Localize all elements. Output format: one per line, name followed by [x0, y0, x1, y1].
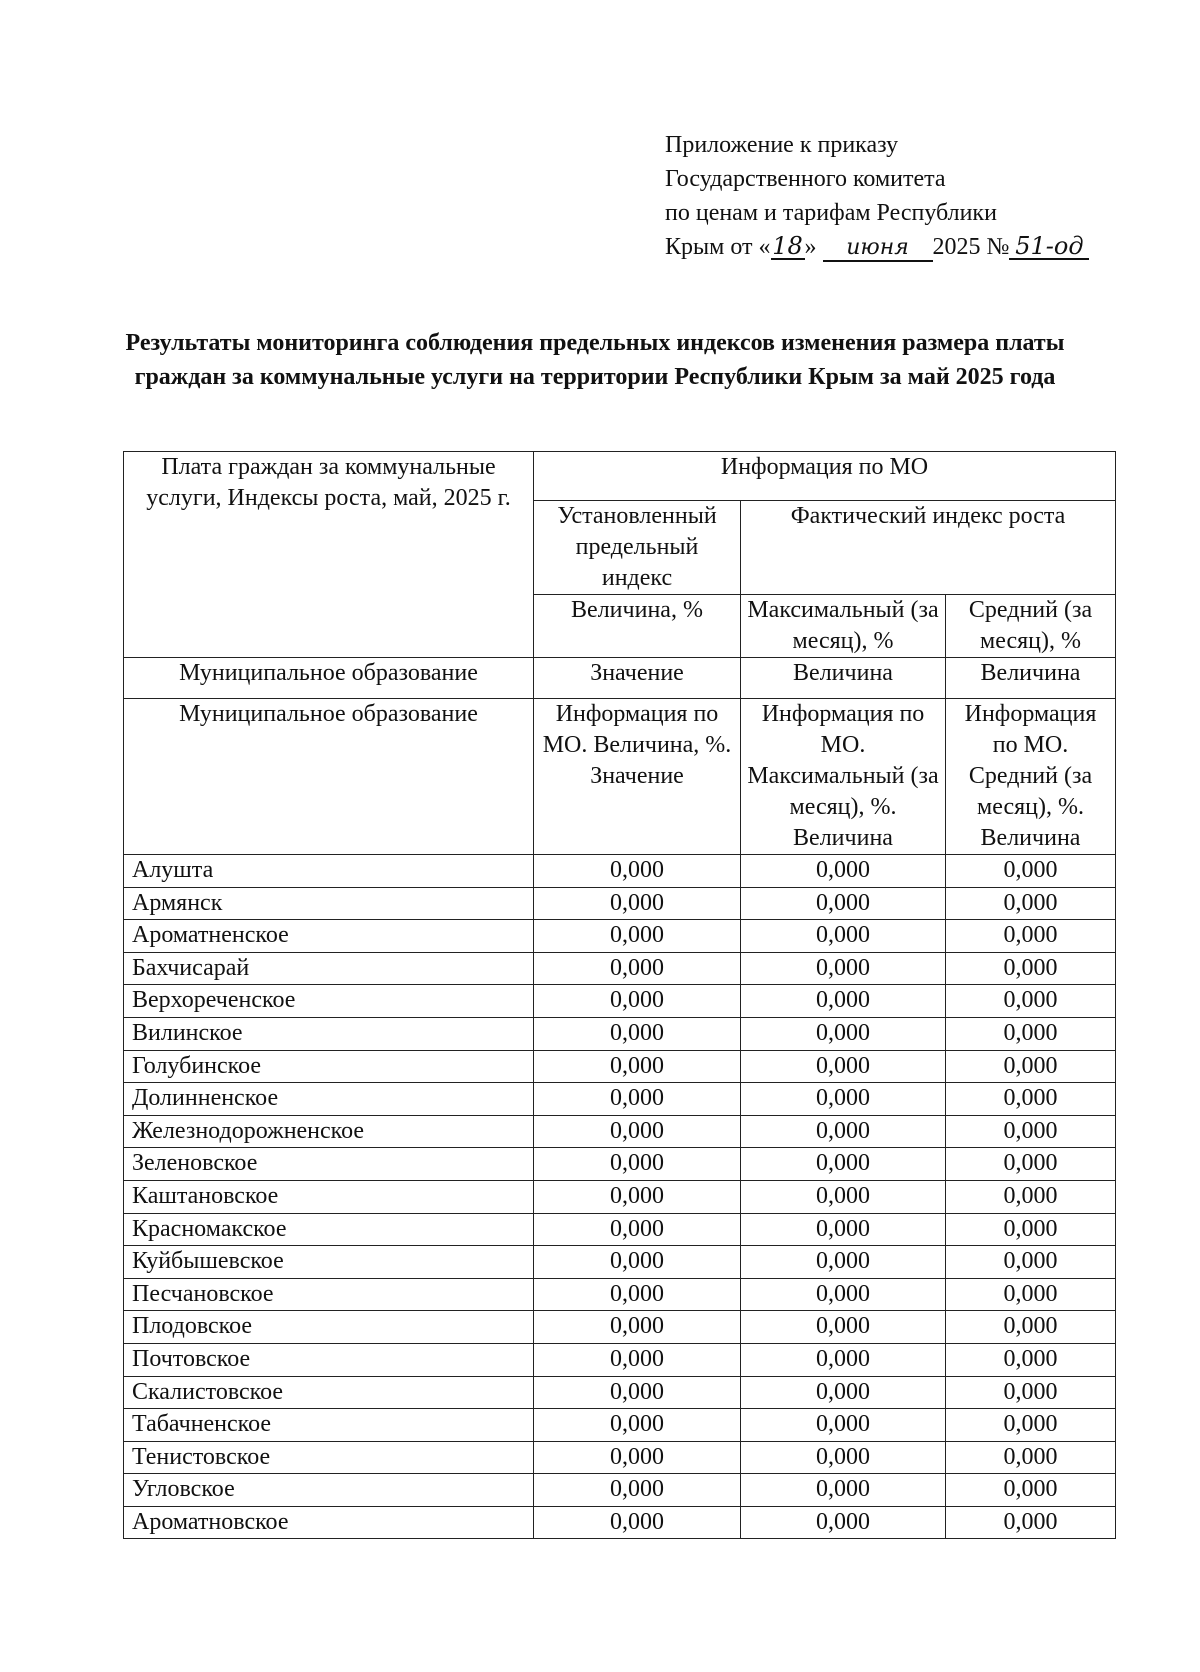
max-value-cell: 0,000: [741, 1409, 946, 1442]
max-value-cell: 0,000: [741, 1376, 946, 1409]
limit-value-cell: 0,000: [534, 920, 741, 953]
table-row: [124, 1311, 1116, 1344]
header-line-4: [665, 230, 1145, 264]
table-row: [124, 1083, 1116, 1116]
header-value-pct-cell: Величина, %: [534, 595, 741, 658]
avg-value-cell: 0,000: [946, 1083, 1116, 1116]
table-row: [124, 920, 1116, 953]
avg-value-cell: 0,000: [946, 1115, 1116, 1148]
document-title: Результаты мониторинга соблюдения предельных индексов изменения размера платы граждан за коммунальные услуги на территории Республики Крым за май 2025 года: [125, 330, 1065, 390]
limit-value-cell: 0,000: [534, 887, 741, 920]
avg-value-cell: 0,000: [946, 1441, 1116, 1474]
table-row: [124, 1213, 1116, 1246]
handwritten-day: 18: [772, 232, 803, 260]
limit-value-cell: 0,000: [534, 1115, 741, 1148]
header-avg-cell: Средний (за месяц), %: [946, 595, 1116, 658]
mo-name-cell: Бахчисарай: [124, 952, 534, 985]
table-row: [124, 952, 1116, 985]
mo-name-cell: Верхореченское: [124, 985, 534, 1018]
limit-value-cell: 0,000: [534, 985, 741, 1018]
mo-name-cell: Армянск: [124, 887, 534, 920]
avg-value-cell: 0,000: [946, 1246, 1116, 1279]
avg-value-cell: 0,000: [946, 887, 1116, 920]
mo-name-cell: Скалистовское: [124, 1376, 534, 1409]
avg-value-cell: 0,000: [946, 920, 1116, 953]
max-value-cell: 0,000: [741, 985, 946, 1018]
table-row: [124, 1017, 1116, 1050]
table-row: [124, 1180, 1116, 1213]
header-row-1: [124, 452, 1116, 501]
avg-value-cell: 0,000: [946, 1148, 1116, 1181]
limit-value-cell: 0,000: [534, 952, 741, 985]
mo-name-cell: Угловское: [124, 1474, 534, 1507]
mo-name-cell: Плодовское: [124, 1311, 534, 1344]
header-mo-cell: Муниципальное образование: [124, 658, 534, 699]
mo-name-cell: Песчановское: [124, 1278, 534, 1311]
limit-value-cell: 0,000: [534, 1376, 741, 1409]
table-body: [124, 855, 1116, 1539]
limit-value-cell: 0,000: [534, 1180, 741, 1213]
header-date-mid: »: [804, 234, 817, 260]
header-max-cell: Максимальный (за месяц), %: [741, 595, 946, 658]
mo-name-cell: Красномакское: [124, 1213, 534, 1246]
monitoring-table: [123, 451, 1116, 1539]
limit-value-cell: 0,000: [534, 1278, 741, 1311]
avg-value-cell: 0,000: [946, 1409, 1116, 1442]
header-row-5: [124, 699, 1116, 855]
mo-name-cell: Табачненское: [124, 1409, 534, 1442]
limit-value-cell: 0,000: [534, 1311, 741, 1344]
max-value-cell: 0,000: [741, 1246, 946, 1279]
limit-value-cell: 0,000: [534, 1148, 741, 1181]
mo-name-cell: Зеленовское: [124, 1148, 534, 1181]
header-col2-cell: Информация по МО. Величина, %. Значение: [534, 699, 741, 855]
mo-name-cell: Алушта: [124, 855, 534, 888]
header-line-1: Приложение к приказу: [665, 132, 899, 158]
mo-name-cell: Железнодорожненское: [124, 1115, 534, 1148]
header-mo-cell-2: Муниципальное образование: [124, 699, 534, 855]
limit-value-cell: 0,000: [534, 1474, 741, 1507]
header-row-4: [124, 658, 1116, 699]
limit-value-cell: 0,000: [534, 1441, 741, 1474]
limit-value-cell: 0,000: [534, 1083, 741, 1116]
header-fee-cell: Плата граждан за коммунальные услуги, Индексы роста, май, 2025 г.: [124, 452, 534, 658]
table-row: [124, 1115, 1116, 1148]
max-value-cell: 0,000: [741, 1343, 946, 1376]
mo-name-cell: Ароматненское: [124, 920, 534, 953]
limit-value-cell: 0,000: [534, 1409, 741, 1442]
avg-value-cell: 0,000: [946, 985, 1116, 1018]
handwritten-order-number: 51-од: [1009, 234, 1089, 260]
header-set-index-cell: Установленный предельный индекс: [534, 501, 741, 595]
limit-value-cell: 0,000: [534, 1017, 741, 1050]
max-value-cell: 0,000: [741, 1441, 946, 1474]
avg-value-cell: 0,000: [946, 1017, 1116, 1050]
max-value-cell: 0,000: [741, 1115, 946, 1148]
avg-value-cell: 0,000: [946, 952, 1116, 985]
max-value-cell: 0,000: [741, 1050, 946, 1083]
max-value-cell: 0,000: [741, 1148, 946, 1181]
handwritten-month: июня: [823, 236, 933, 262]
limit-value-cell: 0,000: [534, 1246, 741, 1279]
mo-name-cell: Долинненское: [124, 1083, 534, 1116]
header-info-cell: Информация по МО: [534, 452, 1116, 501]
avg-value-cell: 0,000: [946, 1311, 1116, 1344]
avg-value-cell: 0,000: [946, 1278, 1116, 1311]
table-row: [124, 887, 1116, 920]
max-value-cell: 0,000: [741, 952, 946, 985]
limit-value-cell: 0,000: [534, 1343, 741, 1376]
max-value-cell: 0,000: [741, 1474, 946, 1507]
header-year-label: 2025 №: [932, 234, 1010, 260]
max-value-cell: 0,000: [741, 1311, 946, 1344]
avg-value-cell: 0,000: [946, 1474, 1116, 1507]
avg-value-cell: 0,000: [946, 1506, 1116, 1539]
limit-value-cell: 0,000: [534, 1050, 741, 1083]
max-value-cell: 0,000: [741, 1278, 946, 1311]
avg-value-cell: 0,000: [946, 1050, 1116, 1083]
max-value-cell: 0,000: [741, 1180, 946, 1213]
header-date-prefix: Крым от «: [665, 234, 771, 260]
table-row: [124, 1278, 1116, 1311]
table-row: [124, 1441, 1116, 1474]
mo-name-cell: Куйбышевское: [124, 1246, 534, 1279]
limit-value-cell: 0,000: [534, 855, 741, 888]
header-actual-index-cell: Фактический индекс роста: [741, 501, 1116, 595]
table-row: [124, 1376, 1116, 1409]
max-value-cell: 0,000: [741, 1506, 946, 1539]
order-appendix-header: [665, 128, 1145, 264]
table-row: [124, 1050, 1116, 1083]
header-col4-cell: Информация по МО. Средний (за месяц), %. Величина: [946, 699, 1116, 855]
avg-value-cell: 0,000: [946, 1343, 1116, 1376]
header-line-3: по ценам и тарифам Республики: [665, 200, 997, 226]
mo-name-cell: Каштановское: [124, 1180, 534, 1213]
mo-name-cell: Ароматновское: [124, 1506, 534, 1539]
header-line-2: Государственного комитета: [665, 166, 946, 192]
table-row: [124, 1343, 1116, 1376]
header-col3-cell: Информация по МО. Максимальный (за месяц), %. Величина: [741, 699, 946, 855]
table-row: [124, 985, 1116, 1018]
table-row: [124, 1148, 1116, 1181]
mo-name-cell: Тенистовское: [124, 1441, 534, 1474]
table-row: [124, 1474, 1116, 1507]
avg-value-cell: 0,000: [946, 1213, 1116, 1246]
avg-value-cell: 0,000: [946, 1180, 1116, 1213]
header-velich-cell-2: Величина: [946, 658, 1116, 699]
table-row: [124, 1246, 1116, 1279]
table-row: [124, 1409, 1116, 1442]
mo-name-cell: Вилинское: [124, 1017, 534, 1050]
max-value-cell: 0,000: [741, 887, 946, 920]
limit-value-cell: 0,000: [534, 1213, 741, 1246]
mo-name-cell: Почтовское: [124, 1343, 534, 1376]
header-znach-cell: Значение: [534, 658, 741, 699]
mo-name-cell: Голубинское: [124, 1050, 534, 1083]
max-value-cell: 0,000: [741, 855, 946, 888]
avg-value-cell: 0,000: [946, 855, 1116, 888]
max-value-cell: 0,000: [741, 1213, 946, 1246]
table-row: [124, 1506, 1116, 1539]
header-velich-cell-1: Величина: [741, 658, 946, 699]
max-value-cell: 0,000: [741, 1083, 946, 1116]
table-row: [124, 855, 1116, 888]
limit-value-cell: 0,000: [534, 1506, 741, 1539]
avg-value-cell: 0,000: [946, 1376, 1116, 1409]
max-value-cell: 0,000: [741, 1017, 946, 1050]
max-value-cell: 0,000: [741, 920, 946, 953]
